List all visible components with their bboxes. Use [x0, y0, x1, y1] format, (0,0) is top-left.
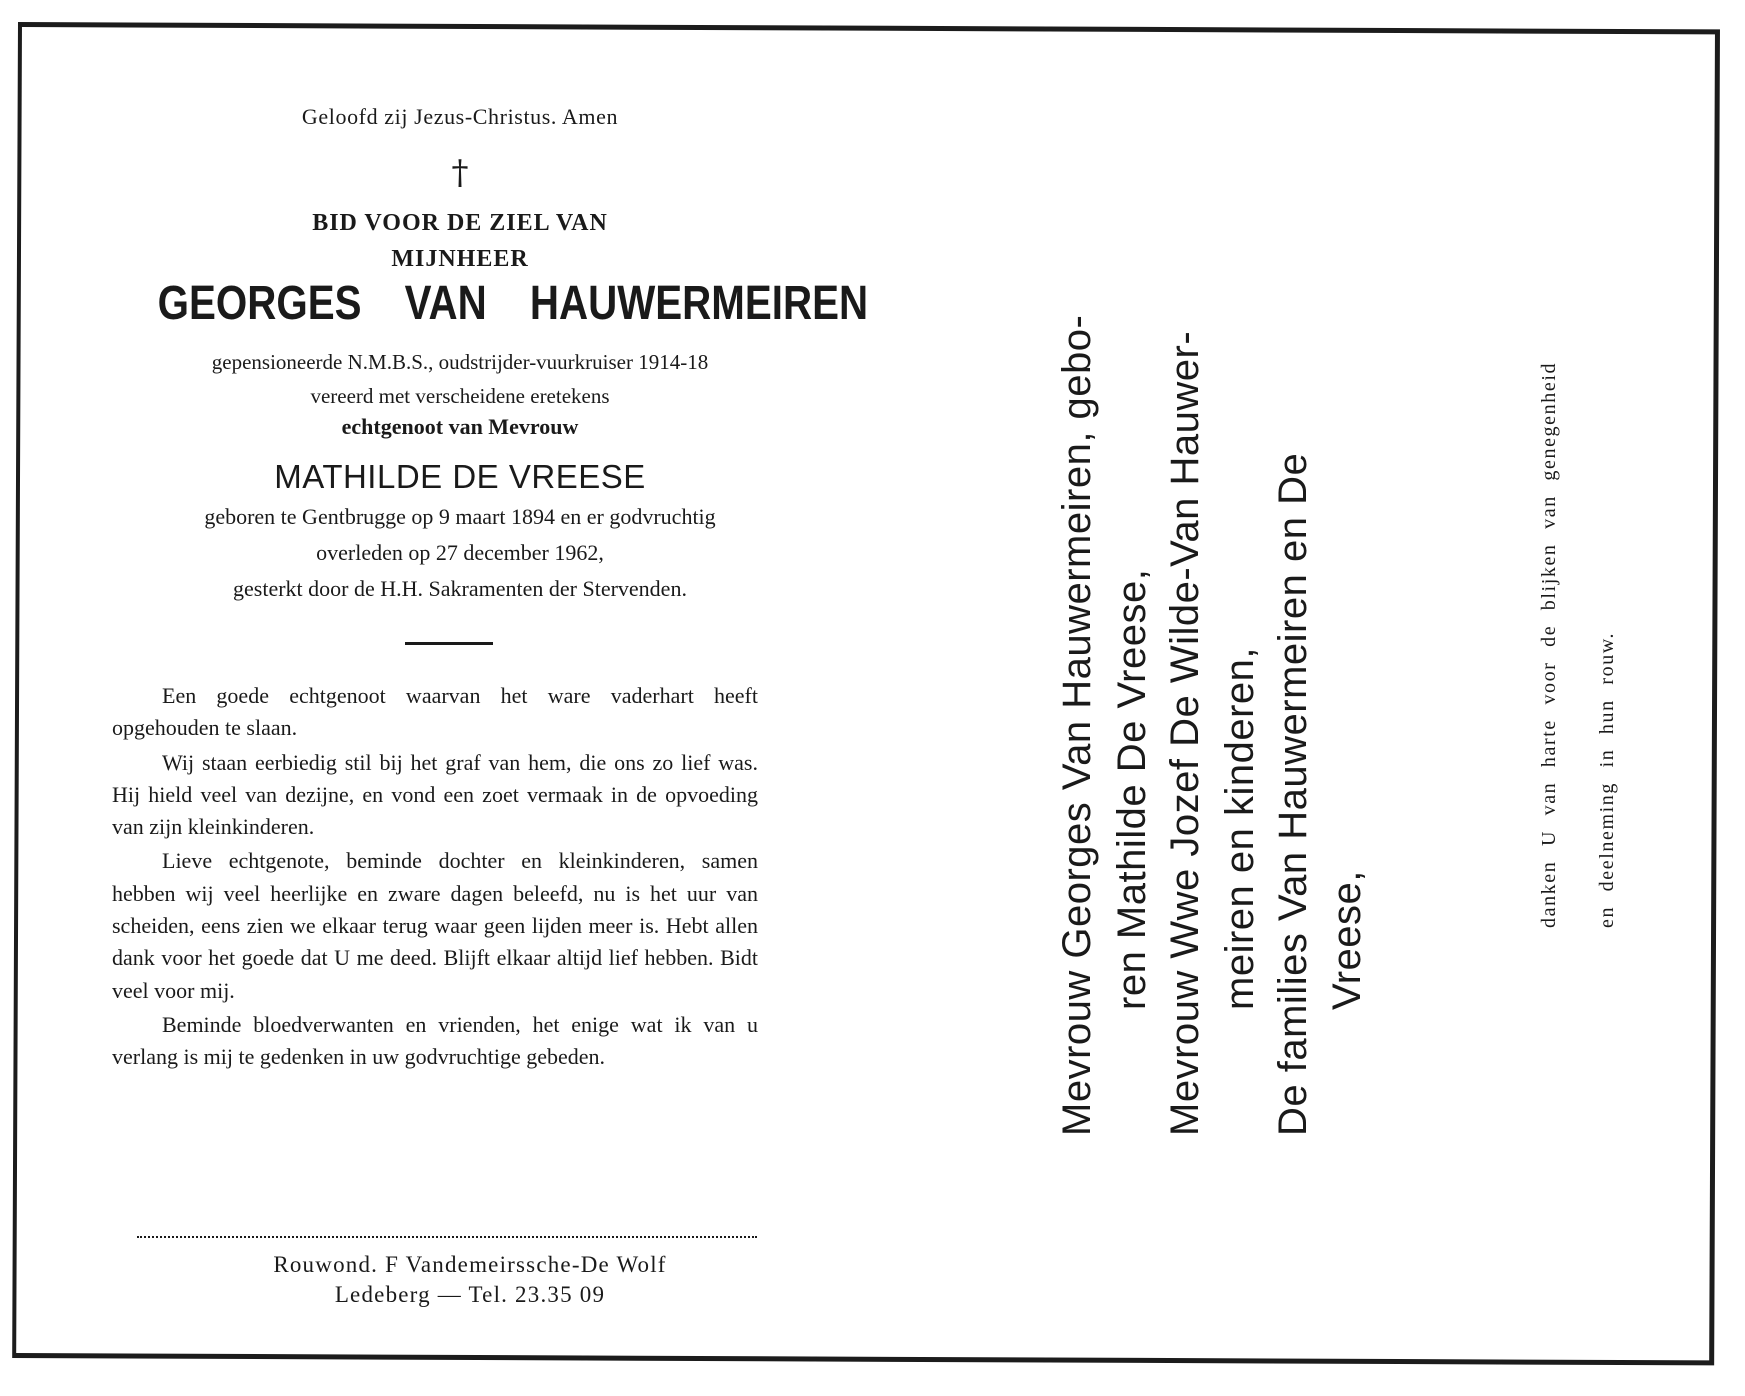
cross-icon: † [451, 153, 469, 193]
dotted-divider [137, 1236, 757, 1238]
gratitude-line: en deelneming in hun rouw. [1596, 631, 1618, 928]
thanks-line: meiren en kinderen, [1218, 646, 1262, 1010]
poem-paragraph: Lieve echtgenote, beminde dochter en kleinkinderen, samen hebben wij veel heerlijke en zware dagen beleefd, nu is het uur van scheiden, eens zien we elkaar terug waar geen lijden meer is. Hebt allen dank voor het goede dat U me deed. Blijft elkaar altijd lief hebben. Bidt veel voor mij. [112, 848, 758, 1003]
prayer-heading: BID VOOR DE ZIEL VAN [312, 210, 608, 236]
divider [405, 642, 493, 645]
honors-line: vereerd met verscheidene eretekens [310, 384, 610, 408]
spouse-name: MATHILDE DE VREESE [274, 458, 646, 495]
death-line: overleden op 27 december 1962, [316, 540, 604, 565]
memorial-poem [112, 680, 758, 1076]
thanks-line: ren Mathilde De Vreese, [1110, 568, 1154, 1010]
opening-invocation: Geloofd zij Jezus-Christus. Amen [301, 104, 619, 129]
poem-paragraph: Wij staan eerbiedig stil bij het graf van hem, die ons zo lief was. Hij hield veel van dezijne, en vond een zoet vermaak in de opvoeding van zijn kleinkinderen. [112, 749, 758, 840]
thanks-line: De families Van Hauwermeiren en De [1271, 452, 1315, 1136]
deceased-name: GEORGES VAN HAUWERMEIREN [157, 277, 869, 330]
thanks-line: Mevrouw Georges Van Hauwermeiren, gebo- [1055, 314, 1099, 1136]
thanks-line: Mevrouw Wwe Jozef De Wilde-Van Hauwer- [1163, 330, 1207, 1136]
honorific: MIJNHEER [391, 246, 529, 272]
printer-address: Ledeberg — Tel. 23.35 09 [334, 1282, 606, 1307]
thanks-line: Vreese, [1325, 870, 1369, 1010]
poem-paragraph: Beminde bloedverwanten en vrienden, het enige wat ik van u verlang is mij te gedenken in uw godvruchtige gebeden. [112, 1011, 758, 1070]
birth-line: geboren te Gentbrugge op 9 maart 1894 en er godvruchtig [204, 504, 716, 529]
memorial-text-panel [100, 0, 869, 1396]
printer-name: Rouwond. F Vandemeirssche-De Wolf [273, 1252, 667, 1277]
occupation-line: gepensioneerde N.M.B.S., oudstrijder-vuurkruiser 1914-18 [211, 350, 709, 374]
sacraments-line: gesterkt door de H.H. Sakramenten der Stervenden. [233, 576, 687, 601]
gratitude-line: danken U van harte voor de blijken van genegenheid [1538, 361, 1560, 928]
spouse-intro: echtgenoot van Mevrouw [341, 414, 579, 439]
poem-paragraph: Een goede echtgenoot waarvan het ware vaderhart heeft opgehouden te slaan. [112, 683, 758, 741]
